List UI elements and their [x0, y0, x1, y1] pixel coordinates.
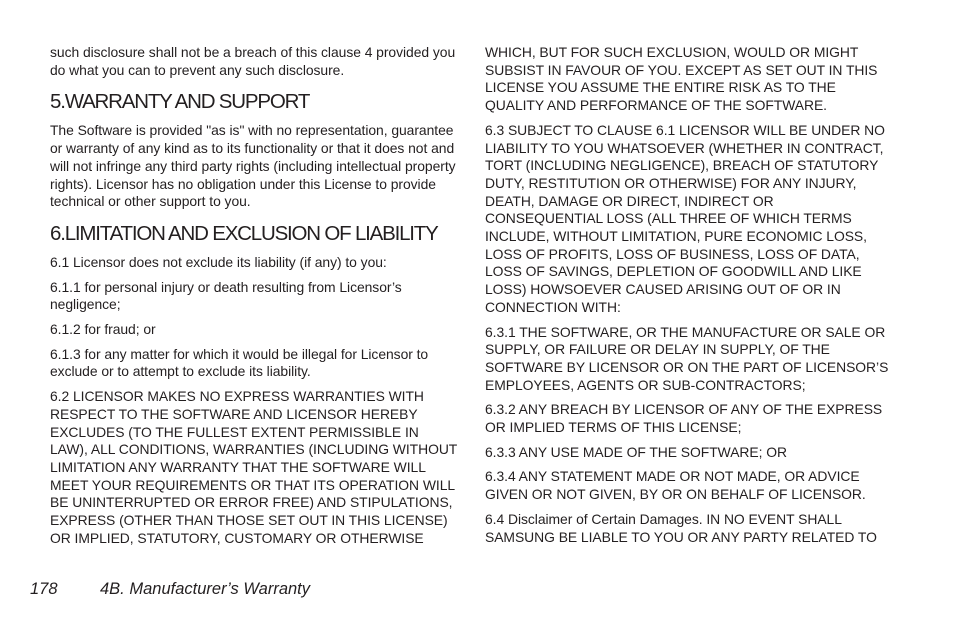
left-column	[50, 44, 458, 554]
intro-paragraph: such disclosure shall not be a breach of this clause 4 provided you do what you can to prevent any such disclosure.	[50, 44, 456, 78]
clause-6-3: 6.3 SUBJECT TO CLAUSE 6.1 LICENSOR WILL BE UNDER NO LIABILITY TO YOU WHATSOEVER (WHETHER IN CONTRACT, TORT (INCLUDING NEGLIGENCE), BREACH OF STATUTORY DUTY, RESTITUTION OR OTHERWISE) FOR ANY INJURY, DEATH, DAMAGE OR DIRECT, INDIRECT OR CONSEQUENTIAL LOSS (ALL THREE OF WHICH TERMS INCLUDE, WITHOUT LIMITATION, PURE ECONOMIC LOSS, LOSS OF PROFITS, LOSS OF BUSINESS, LOSS OF DATA, LOSS OF SAVINGS, DEPLETION OF GOODWILL AND LIKE LOSS) HOWSOEVER CAUSED ARISING OUT OF OR IN CONNECTION WITH:	[485, 121, 885, 315]
clause-6-1-2: 6.1.2 for fraud; or	[50, 321, 156, 338]
clause-6-1-1: 6.1.1 for personal injury or death resulting from Licensor’s negligence;	[50, 278, 402, 313]
page-footer	[30, 580, 310, 599]
clause-6-3-4: 6.3.4 ANY STATEMENT MADE OR NOT MADE, OR ADVICE GIVEN OR NOT GIVEN, BY OR ON BEHALF OF LICENSOR.	[485, 468, 866, 503]
section-title: 4B. Manufacturer’s Warranty	[100, 580, 311, 598]
clause-6-2: 6.2 LICENSOR MAKES NO EXPRESS WARRANTIES WITH RESPECT TO THE SOFTWARE AND LICENSOR HEREBY EXCLUDES (TO THE FULLEST EXTENT PERMISSIBLE IN LAW), ALL CONDITIONS, WARRANTIES (INCLUDING WITHOUT LIMITATION ANY WARRANTY THAT THE SOFTWARE WILL MEET YOUR REQUIREMENTS OR THAT ITS OPERATION WILL BE UNINTERRUPTED OR ERROR FREE) AND STIPULATIONS, EXPRESS (OTHER THAN THOSE SET OUT IN THIS LICENSE) OR IMPLIED, STATUTORY, CUSTOMARY OR OTHERWISE	[50, 388, 457, 546]
warranty-paragraph: The Software is provided "as is" with no representation, guarantee or warranty of any kind as to its functionality or that it does not and will not infringe any third party rights (including intellectual property rights). Licensor has no obligation under this License to provide technical or other support to you.	[50, 122, 456, 210]
clause-6-3-1: 6.3.1 THE SOFTWARE, OR THE MANUFACTURE OR SALE OR SUPPLY, OR FAILURE OR DELAY IN SUPPLY, OF THE SOFTWARE BY LICENSOR OR ON THE PART OF LICENSOR’S EMPLOYEES, AGENTS OR SUB-CONTRACTORS;	[485, 323, 889, 393]
clause-6-4: 6.4 Disclaimer of Certain Damages. IN NO EVENT SHALL SAMSUNG BE LIABLE TO YOU OR ANY PARTY RELATED TO	[485, 510, 877, 545]
clause-6-3-3: 6.3.3 ANY USE MADE OF THE SOFTWARE; OR	[485, 443, 787, 460]
warranty-heading: 5.WARRANTY AND SUPPORT	[50, 90, 310, 114]
clause-6-3-2: 6.3.2 ANY BREACH BY LICENSOR OF ANY OF THE EXPRESS OR IMPLIED TERMS OF THIS LICENSE;	[485, 401, 883, 436]
right-column	[485, 44, 893, 553]
limitation-heading: 6.LIMITATION AND EXCLUSION OF LIABILITY	[50, 221, 438, 245]
clause-6-2-continued: WHICH, BUT FOR SUCH EXCLUSION, WOULD OR MIGHT SUBSIST IN FAVOUR OF YOU. EXCEPT AS SET OUT IN THIS LICENSE YOU ASSUME THE ENTIRE RISK AS TO THE QUALITY AND PERFORMANCE OF THE SOFTWARE.	[485, 44, 878, 114]
clause-6-1-3: 6.1.3 for any matter for which it would be illegal for Licensor to exclude or to attempt to exclude its liability.	[50, 345, 429, 380]
clause-6-1: 6.1 Licensor does not exclude its liability (if any) to you:	[50, 253, 387, 270]
page-number: 178	[30, 580, 58, 598]
